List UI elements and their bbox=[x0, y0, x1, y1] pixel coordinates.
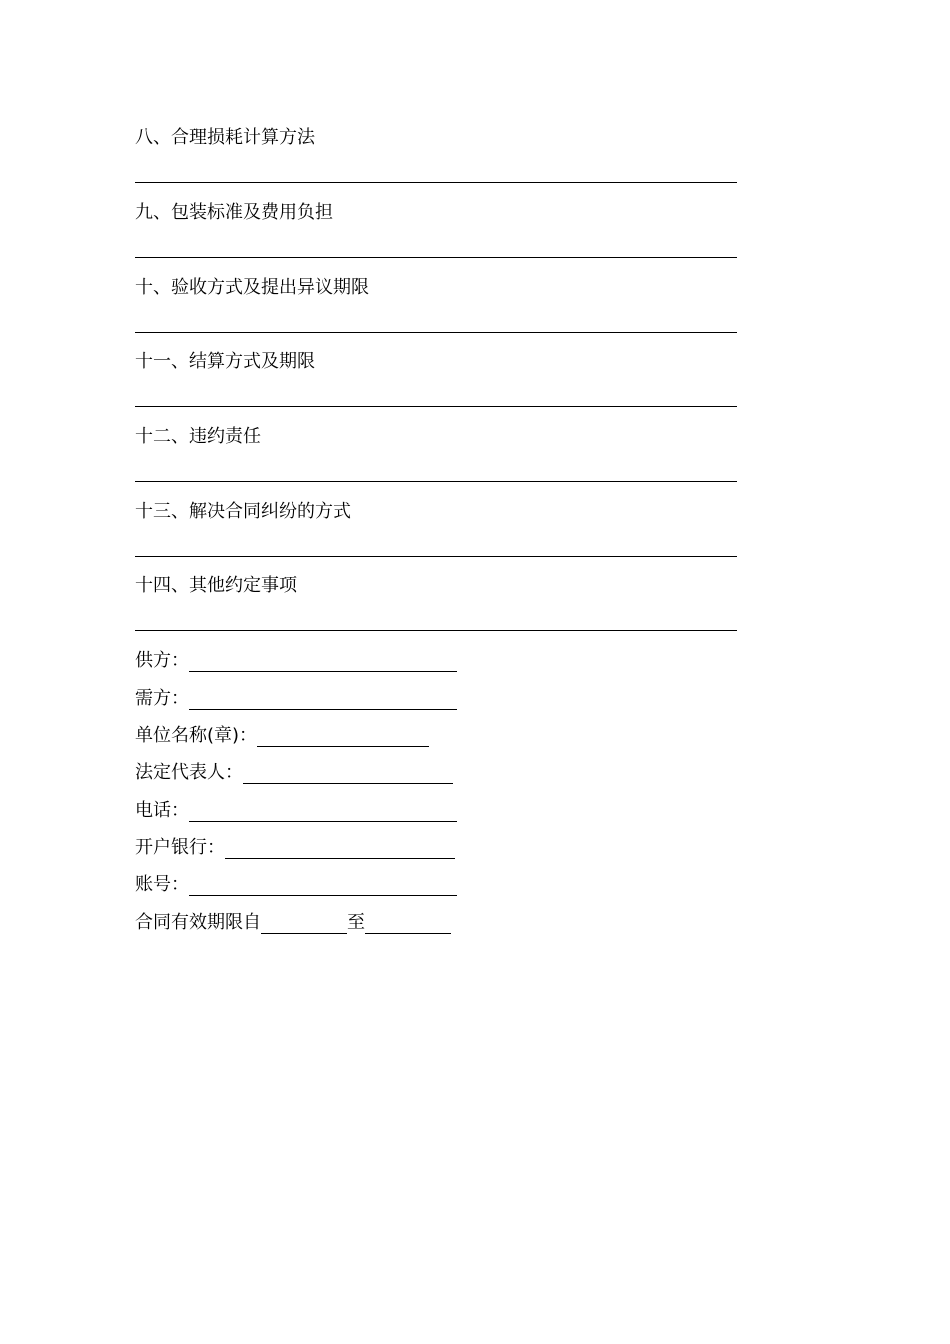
buyer-blank[interactable] bbox=[189, 692, 457, 710]
buyer-label: 需方： bbox=[135, 688, 189, 709]
section-heading-packaging: 九、包装标准及费用负担 bbox=[135, 202, 333, 223]
section-heading-dispute: 十三、解决合同纠纷的方式 bbox=[135, 501, 351, 522]
unit-name-blank[interactable] bbox=[257, 729, 429, 747]
supplier-label: 供方： bbox=[135, 650, 189, 671]
section-heading-other: 十四、其他约定事项 bbox=[135, 575, 297, 596]
section-heading-settlement: 十一、结算方式及期限 bbox=[135, 351, 315, 372]
unit-name-label: 单位名称(章)： bbox=[135, 725, 258, 746]
section-heading-loss: 八、合理损耗计算方法 bbox=[135, 127, 315, 148]
legal-rep-field bbox=[135, 762, 453, 784]
legal-rep-label: 法定代表人： bbox=[135, 762, 243, 783]
fill-line-packaging[interactable] bbox=[135, 257, 737, 258]
phone-label: 电话： bbox=[135, 800, 189, 821]
section-heading-inspection: 十、验收方式及提出异议期限 bbox=[135, 277, 369, 298]
buyer-field bbox=[135, 688, 457, 710]
phone-field bbox=[135, 800, 457, 822]
account-label: 账号： bbox=[135, 874, 189, 895]
bank-label: 开户银行： bbox=[135, 837, 225, 858]
account-field bbox=[135, 874, 457, 896]
bank-blank[interactable] bbox=[225, 841, 455, 859]
phone-blank[interactable] bbox=[189, 804, 457, 822]
validity-to: 至 bbox=[347, 912, 365, 933]
fill-line-loss[interactable] bbox=[135, 182, 737, 183]
validity-end-blank[interactable] bbox=[365, 916, 451, 934]
account-blank[interactable] bbox=[189, 878, 457, 896]
bank-field bbox=[135, 837, 455, 859]
unit-name-field bbox=[135, 725, 429, 747]
fill-line-liability[interactable] bbox=[135, 481, 737, 482]
section-heading-liability: 十二、违约责任 bbox=[135, 426, 261, 447]
fill-line-dispute[interactable] bbox=[135, 556, 737, 557]
fill-line-inspection[interactable] bbox=[135, 332, 737, 333]
fill-line-other[interactable] bbox=[135, 630, 737, 631]
validity-field bbox=[135, 912, 451, 934]
fill-line-settlement[interactable] bbox=[135, 406, 737, 407]
validity-prefix: 合同有效期限自 bbox=[135, 912, 261, 933]
validity-start-blank[interactable] bbox=[261, 916, 347, 934]
supplier-blank[interactable] bbox=[189, 654, 457, 672]
supplier-field bbox=[135, 650, 457, 672]
legal-rep-blank[interactable] bbox=[243, 766, 453, 784]
